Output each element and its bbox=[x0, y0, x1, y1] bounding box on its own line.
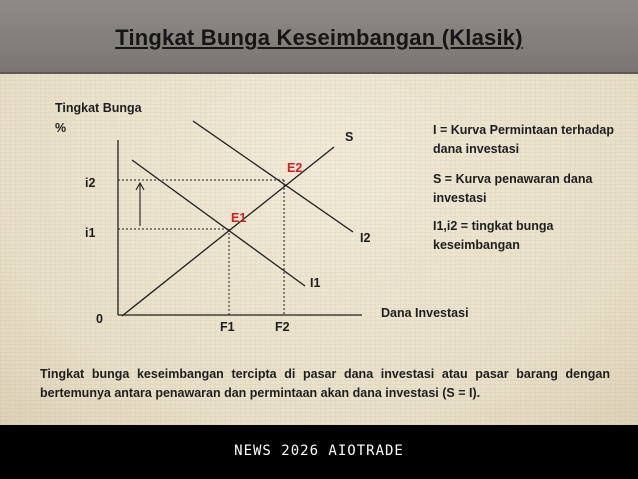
caption-text: Tingkat bunga keseimbangan tercipta di pasar dana investasi atau pasar barang dengan bertemunya antara penawaran dan permintaan akan dana investasi (S = I). bbox=[40, 367, 610, 400]
label-e2: E2 bbox=[287, 161, 303, 175]
label-f1: F1 bbox=[220, 320, 235, 334]
demand-curve-i1 bbox=[132, 160, 305, 286]
label-e1: E1 bbox=[231, 211, 247, 225]
label-s: S bbox=[345, 130, 354, 144]
legend-item-supply: S = Kurva penawaran dana investasi bbox=[433, 172, 593, 205]
demand-curve-i2 bbox=[193, 121, 353, 232]
slide-title: Tingkat Bunga Keseimbangan (Klasik) bbox=[115, 25, 523, 50]
y-axis-unit: % bbox=[55, 121, 67, 135]
label-f2: F2 bbox=[275, 320, 290, 334]
label-curve-i2: I2 bbox=[360, 231, 371, 245]
legend-item-rate: I1,i2 = tingkat bunga keseimbangan bbox=[433, 219, 554, 252]
label-curve-i1: I1 bbox=[310, 276, 321, 290]
footer-bar bbox=[0, 425, 638, 479]
legend-item-demand: I = Kurva Permintaan terhadap dana investasi bbox=[433, 123, 614, 156]
label-i2: i2 bbox=[85, 176, 96, 190]
y-axis-label: Tingkat Bunga bbox=[55, 101, 142, 115]
origin-label: 0 bbox=[96, 312, 103, 326]
footer-text: NEWS 2026 AIOTRADE bbox=[234, 443, 404, 459]
x-axis-label: Dana Investasi bbox=[381, 306, 469, 320]
label-i1: i1 bbox=[85, 226, 96, 240]
